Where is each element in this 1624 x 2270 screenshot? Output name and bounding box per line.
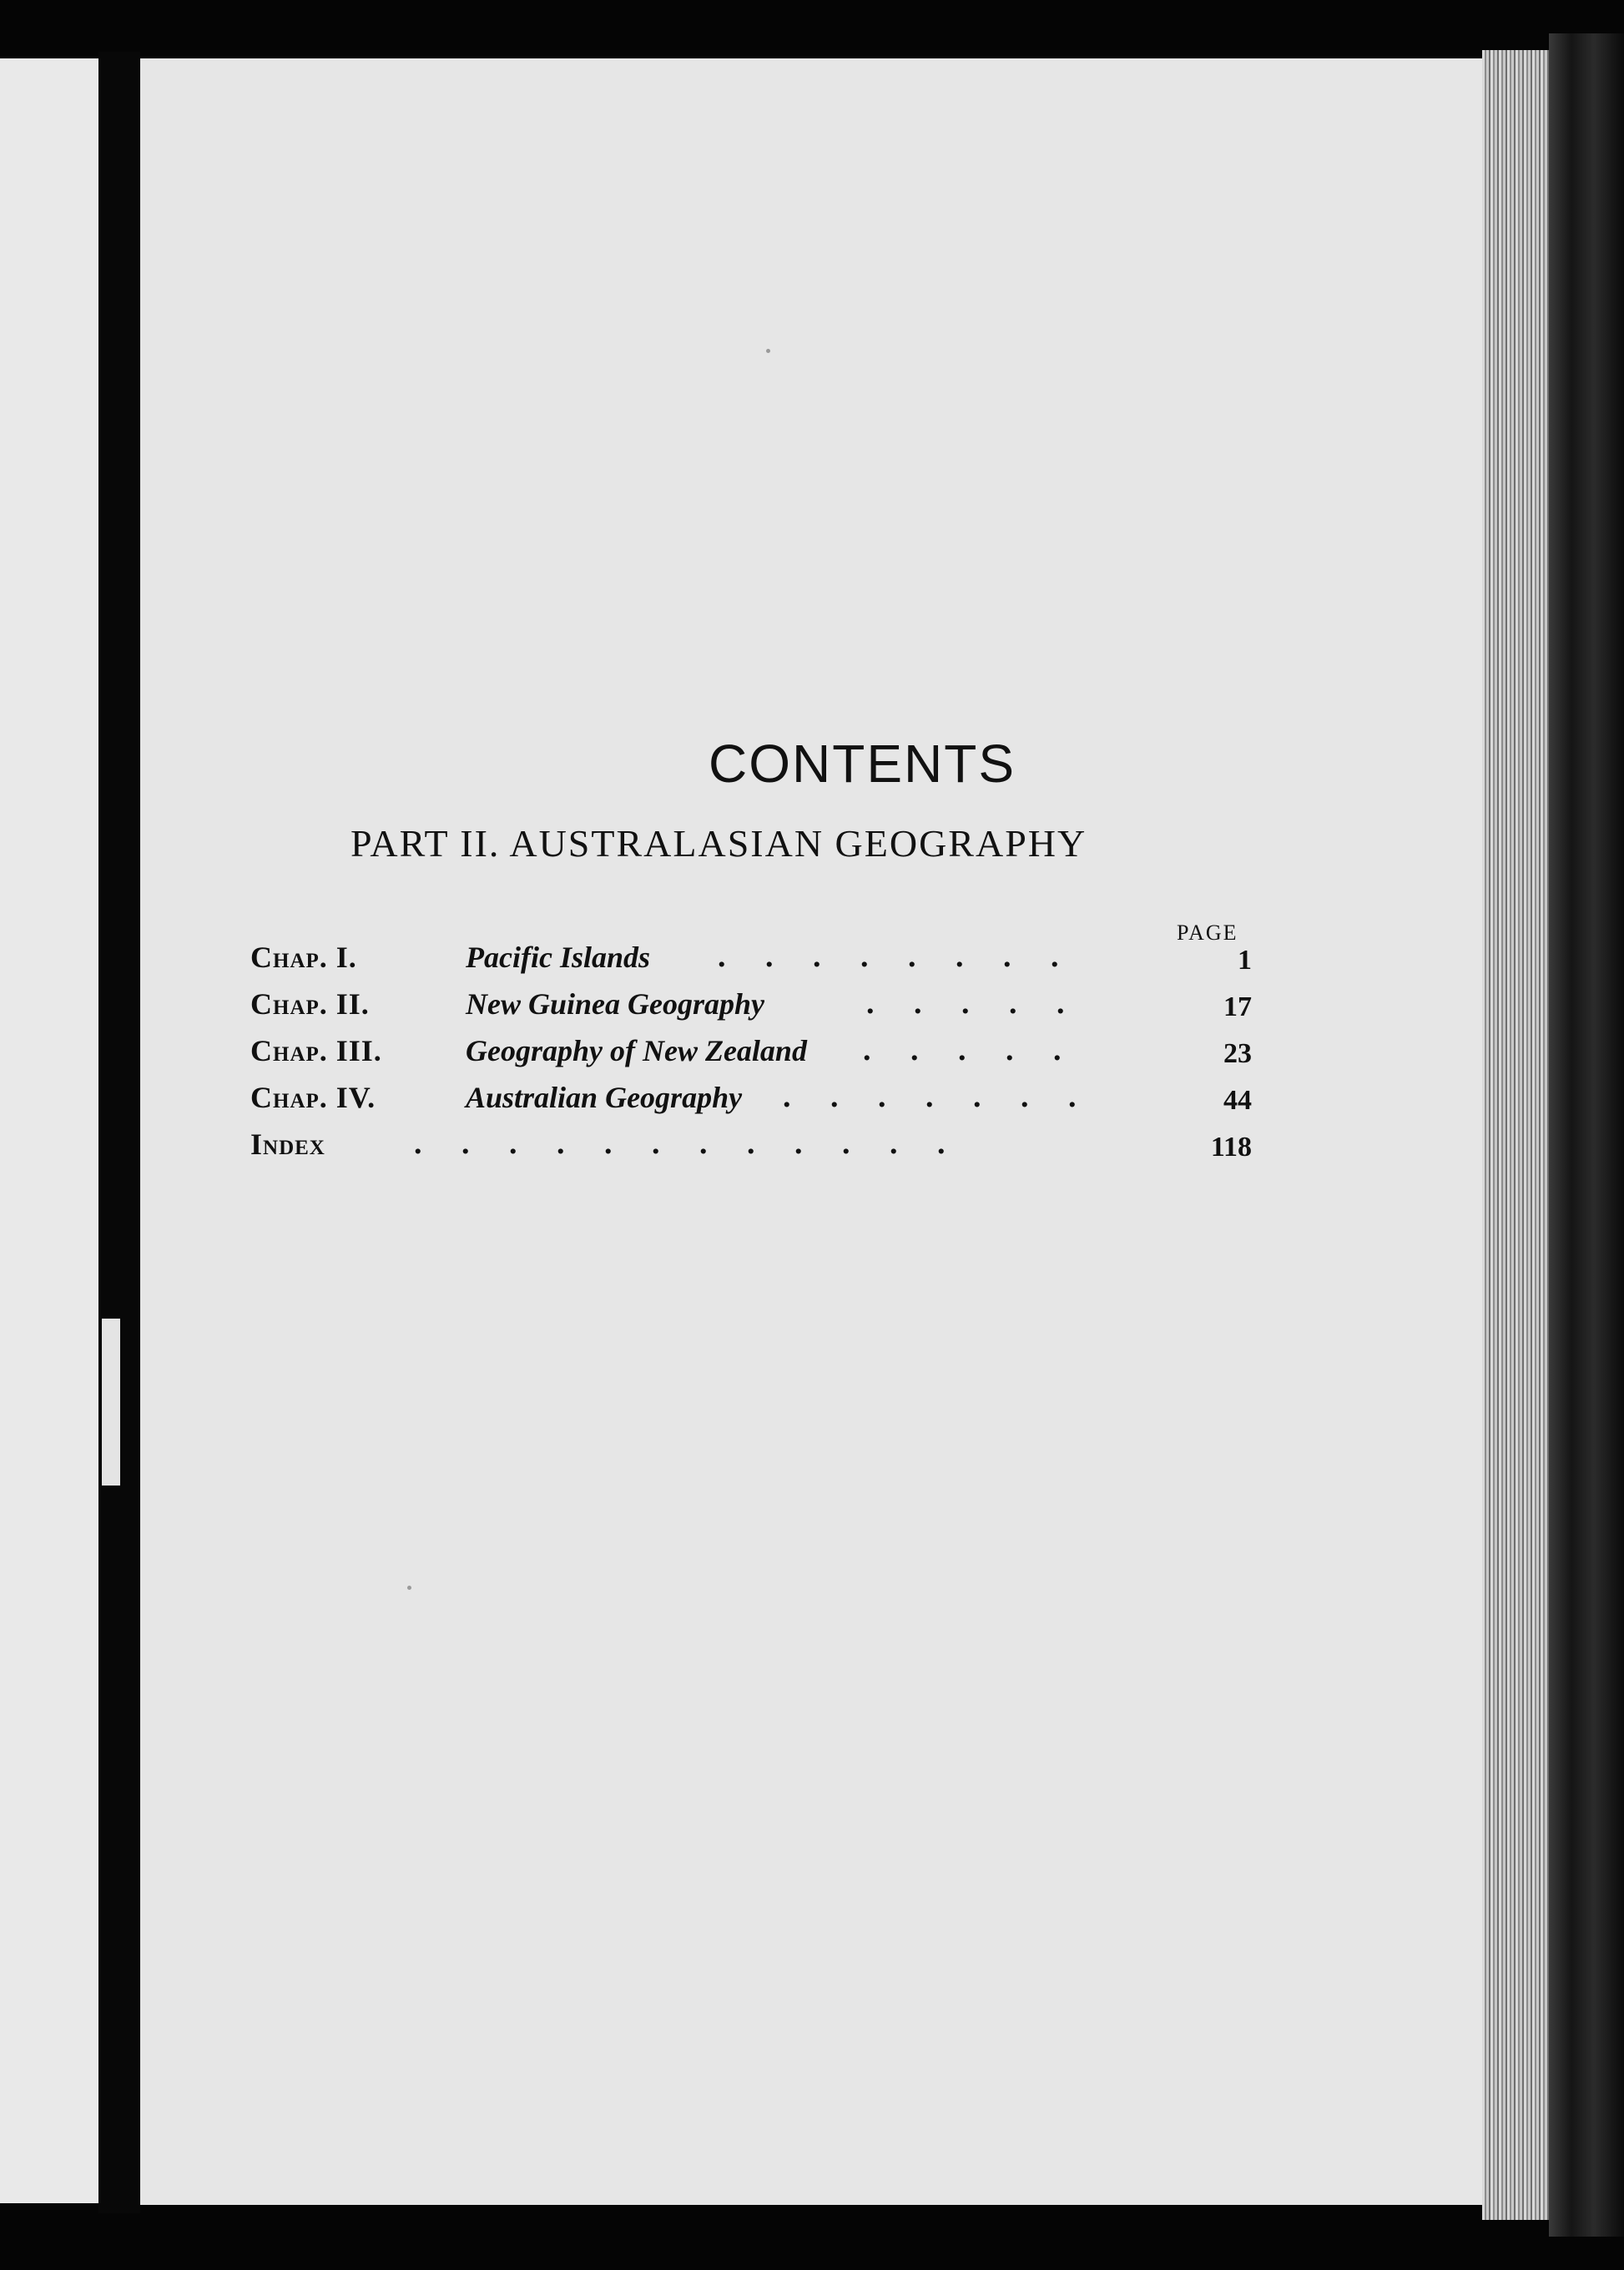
paper-speck	[407, 1586, 411, 1590]
chapter-label: Index	[250, 1127, 325, 1161]
paper-speck	[766, 349, 770, 353]
dot-leader: . . . . .	[863, 1032, 1062, 1067]
toc-entry[interactable]	[250, 986, 1252, 1033]
gutter-gap	[102, 1319, 120, 1486]
part-title: PART II. AUSTRALASIAN GEOGRAPHY	[351, 822, 1087, 865]
page-number: 23	[1223, 1038, 1252, 1069]
chapter-title: Pacific Islands	[466, 941, 650, 974]
toc-entry[interactable]	[250, 1127, 1252, 1173]
toc-entry[interactable]	[250, 940, 1252, 986]
page-number: 44	[1223, 1085, 1252, 1116]
toc-entry[interactable]	[250, 1080, 1252, 1127]
dot-leader: . . . . .	[866, 986, 1065, 1021]
chapter-label: Chap. IV.	[250, 1081, 376, 1114]
page-column-label: PAGE	[1177, 921, 1238, 945]
contents-heading: CONTENTS	[709, 734, 1016, 794]
book-cover-edge	[1549, 33, 1624, 2237]
chapter-title: Geography of New Zealand	[466, 1034, 807, 1067]
dot-leader: . . . . . . .	[783, 1079, 1077, 1114]
table-of-contents	[250, 940, 1252, 1173]
page-number: 118	[1210, 1132, 1252, 1163]
page-number: 17	[1223, 991, 1252, 1022]
chapter-title: Australian Geography	[466, 1081, 743, 1114]
chapter-label: Chap. II.	[250, 987, 370, 1021]
chapter-title: New Guinea Geography	[466, 987, 764, 1021]
page-stack-edges	[1482, 50, 1549, 2220]
chapter-label: Chap. III.	[250, 1034, 382, 1067]
chapter-label: Chap. I.	[250, 941, 357, 974]
toc-entry[interactable]	[250, 1033, 1252, 1080]
book-gutter	[98, 52, 140, 2213]
left-page-edge	[0, 58, 107, 2203]
dot-leader: . . . . . . . . . . . .	[414, 1126, 946, 1161]
dot-leader: . . . . . . . .	[718, 939, 1059, 974]
page-number: 1	[1238, 945, 1252, 976]
